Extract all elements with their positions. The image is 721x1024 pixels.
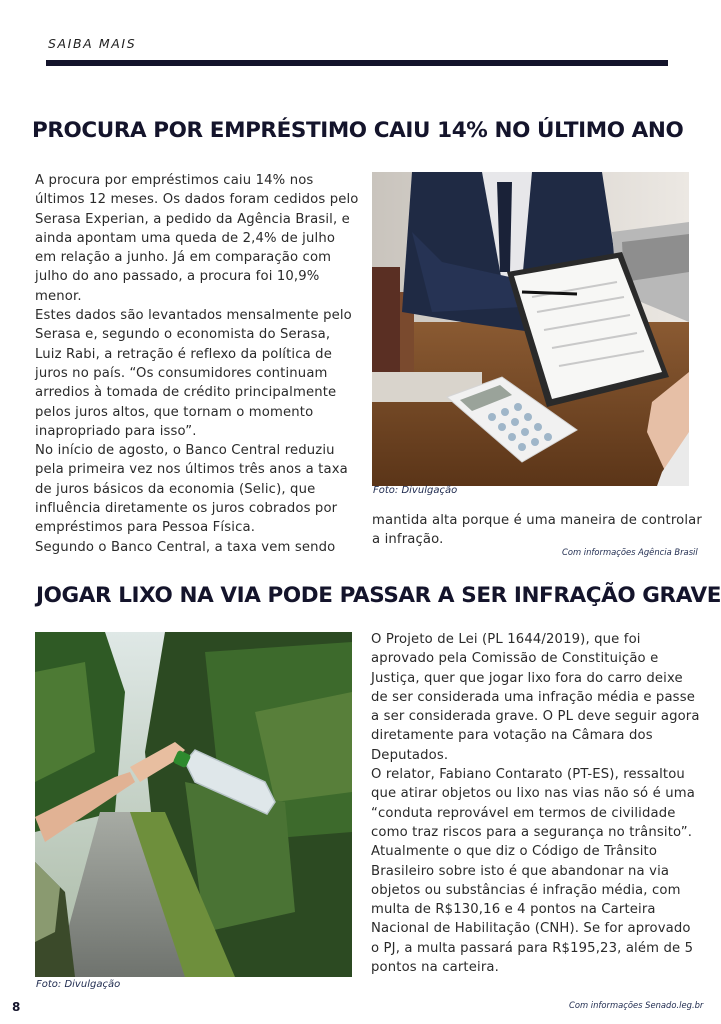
article1-paragraph: Estes dados são levantados mensalmente pelo Serasa e, segundo o economista do Serasa, Luiz Rabi, a retração é reflexo da política de juros no país. “Os consumidores continuam arredios à tomada de crédito principalmente pelos juros altos, que tornam o momento inapropriado para isso”.: [35, 308, 352, 439]
article2-paragraph: Atualmente o que diz o Código de Trânsito Brasileiro sobre isto é que abandonar na via objetos ou substâncias é infração média, com multa de R$130,16 e 4 pontos na Carteira Nacional de Habilitação (CNH). Se for aprovado o PJ, a multa passará para R$195,23, além de 5 pontos na carteira.: [371, 844, 694, 976]
article2-credit: Com informações Senado.leg.br: [569, 1000, 704, 1010]
article2-photo: [35, 632, 352, 977]
article2-paragraph: O relator, Fabiano Contarato (PT-ES), ressaltou que atirar objetos ou lixo nas vias não só é uma “conduta reprovável em termos de civilidade como traz riscos para a segurança no trânsito”.: [371, 767, 695, 840]
article1-credit: Com informações Agência Brasil: [562, 547, 698, 557]
article1-body: [35, 171, 360, 557]
article2-paragraph: O Projeto de Lei (PL 1644/2019), que foi aprovado pela Comissão de Constituição e Justiça, quer que jogar lixo fora do carro deixe de ser considerada uma infração média e passe a ser considerada grave. O PL deve seguir agora diretamente para votação na Câmara dos Deputados.: [371, 632, 700, 763]
article1-photo-caption: Foto: Divulgação: [373, 485, 458, 496]
article2-body: [371, 630, 701, 977]
page-number: 8: [12, 1000, 21, 1014]
article1-paragraph: A procura por empréstimos caiu 14% nos últimos 12 meses. Os dados foram cedidos pelo Serasa Experian, a pedido da Agência Brasil, e ainda apontam uma queda de 2,4% de julho em relação a junho. Já em comparação com julho do ano passado, a procura foi 10,9% menor.: [35, 173, 359, 304]
article1-title: PROCURA POR EMPRÉSTIMO CAIU 14% NO ÚLTIMO ANO: [32, 118, 684, 143]
article2-title: JOGAR LIXO NA VIA PODE PASSAR A SER INFRAÇÃO GRAVE: [36, 583, 721, 608]
article1-continuation: mantida alta porque é uma maneira de controlar a infração.: [372, 513, 702, 548]
section-label: SAIBA MAIS: [48, 36, 137, 51]
article1-paragraph: Segundo o Banco Central, a taxa vem sendo: [35, 539, 336, 555]
header-rule: [46, 60, 668, 66]
article1-paragraph: No início de agosto, o Banco Central reduziu pela primeira vez nos últimos três anos a taxa de juros básicos da economia (Selic), que influência diretamente os juros cobrados por empréstimos para Pessoa Física.: [35, 443, 348, 536]
article1-photo: [372, 172, 689, 486]
article2-photo-caption: Foto: Divulgação: [36, 979, 121, 990]
